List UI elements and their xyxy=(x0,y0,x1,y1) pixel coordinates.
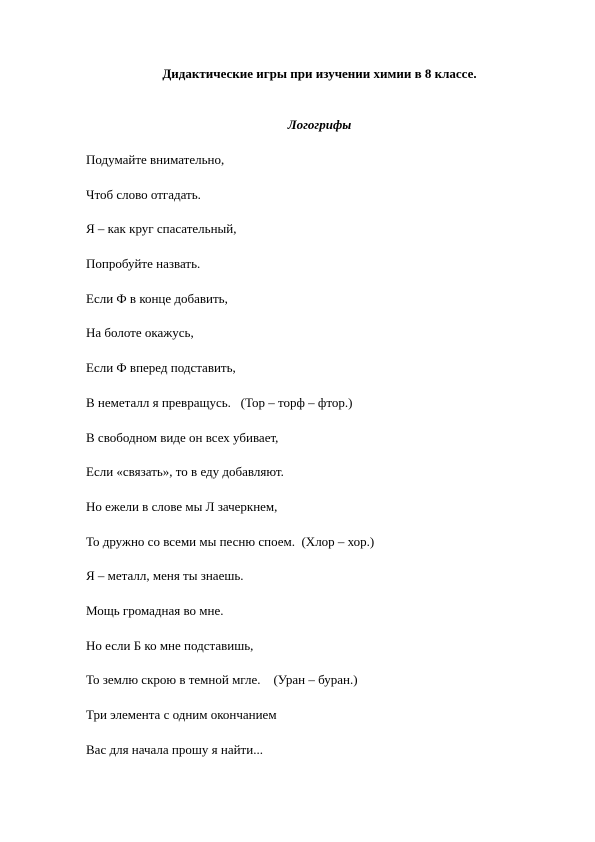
document-title: Дидактические игры при изучении химии в 8 классе. xyxy=(162,66,477,81)
poem-line: То землю скрою в темной мгле. (Уран – буран.) xyxy=(86,672,358,688)
poem-line: Чтоб слово отгадать. xyxy=(86,186,201,202)
poem-line: Вас для начала прошу я найти... xyxy=(86,741,263,757)
poem-line: Подумайте внимательно, xyxy=(86,152,225,167)
poem-line: Если Ф вперед подставить, xyxy=(86,360,236,376)
poem-line: В свободном виде он всех убивает, xyxy=(86,429,279,445)
poem-lines xyxy=(86,152,566,776)
section-heading: Логогрифы xyxy=(287,117,352,132)
poem-line: Если «связать», то в еду добавляют. xyxy=(86,464,284,480)
poem-line: Если Ф в конце добавить, xyxy=(86,290,228,306)
poem-line: Но ежели в слове мы Л зачеркнем, xyxy=(86,498,278,514)
poem-line: Но если Б ко мне подставишь, xyxy=(86,637,254,653)
poem-line: В неметалл я превращусь. (Тор – торф – фтор.) xyxy=(86,394,353,410)
poem-line: Я – как круг спасательный, xyxy=(86,221,237,237)
poem-line: Мощь громадная во мне. xyxy=(86,602,224,618)
poem-line: Я – металл, меня ты знаешь. xyxy=(86,568,244,584)
poem-line: То дружно со всеми мы песню споем. (Хлор – хор.) xyxy=(86,533,375,549)
poem-line: Попробуйте назвать. xyxy=(86,256,201,272)
poem-line: Три элемента с одним окончанием xyxy=(86,707,277,722)
poem-line: На болоте окажусь, xyxy=(86,325,194,341)
